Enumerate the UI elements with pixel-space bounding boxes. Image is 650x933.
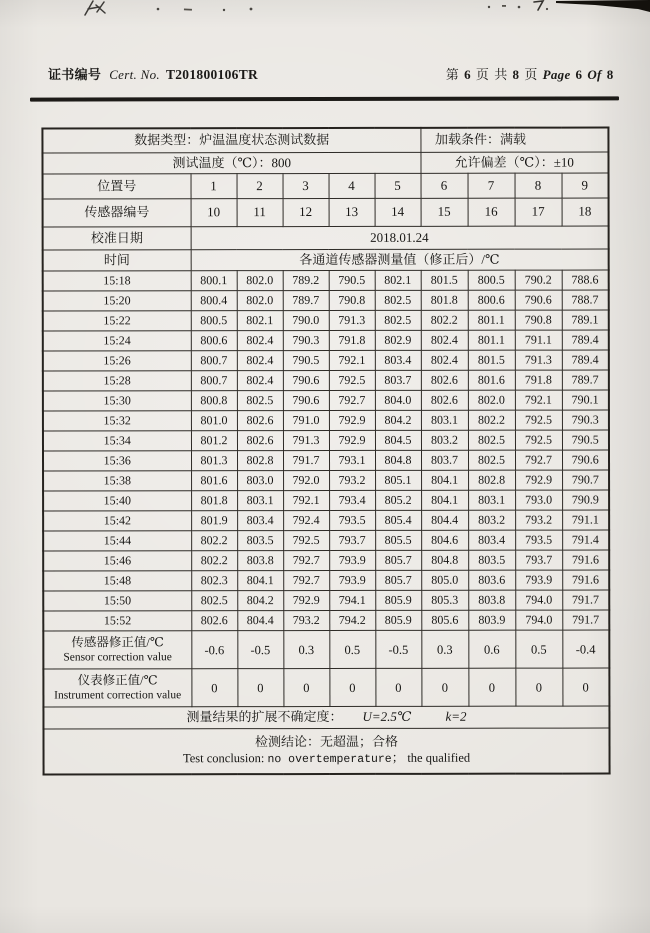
instrument-correction-value: 0 — [329, 668, 375, 706]
value-cell: 791.4 — [562, 530, 609, 550]
value-cell: 794.0 — [515, 590, 562, 610]
value-cell: 804.8 — [375, 450, 421, 470]
value-cell: 803.5 — [468, 550, 515, 570]
value-cell: 791.6 — [562, 550, 609, 570]
uncertainty-u: U=2.5℃ — [362, 709, 412, 725]
value-cell: 791.3 — [515, 350, 562, 370]
reading-row — [43, 370, 609, 391]
value-cell: 803.2 — [421, 430, 468, 450]
position-cell: 4 — [329, 173, 375, 198]
value-cell: 802.6 — [191, 611, 237, 631]
reading-row — [43, 510, 609, 531]
value-cell: 792.1 — [283, 490, 329, 510]
value-cell: 800.4 — [191, 291, 237, 311]
value-cell: 805.3 — [421, 590, 468, 610]
position-cell: 7 — [468, 173, 515, 198]
test-temp-row — [42, 152, 608, 174]
time-cell: 15:18 — [43, 271, 191, 291]
value-cell: 803.8 — [468, 590, 515, 610]
time-cell: 15:42 — [43, 511, 191, 531]
value-cell: 789.4 — [562, 330, 609, 350]
instrument-correction-value: 0 — [375, 668, 421, 706]
instrument-correction-value: 0 — [191, 669, 237, 707]
instrument-correction-value: 0 — [515, 668, 562, 706]
conclusion-en: Test conclusion: no overtemperature； the qualified — [182, 750, 471, 766]
value-cell: 802.2 — [468, 410, 515, 430]
sensor-number-cell: 11 — [237, 199, 283, 227]
value-cell: 804.5 — [375, 430, 421, 450]
value-cell: 805.7 — [375, 550, 421, 570]
value-cell: 804.2 — [375, 410, 421, 430]
uncertainty-row — [43, 706, 609, 729]
value-cell: 804.1 — [237, 571, 283, 591]
position-cell: 6 — [421, 173, 468, 198]
sensor-correction-value: -0.5 — [237, 631, 283, 669]
readings-body — [43, 270, 610, 631]
instrument-correction-row — [43, 668, 609, 707]
value-cell: 793.2 — [515, 510, 562, 530]
document-header — [48, 64, 616, 83]
value-cell: 805.5 — [375, 530, 421, 550]
reading-row — [43, 390, 609, 411]
value-cell: 801.2 — [191, 431, 237, 451]
value-cell: 802.1 — [237, 311, 283, 331]
position-cell: 8 — [515, 173, 562, 198]
sensor-correction-value: 0.3 — [421, 630, 468, 668]
value-cell: 790.9 — [562, 490, 609, 510]
calibration-date-row — [43, 226, 609, 250]
time-cell: 15:38 — [43, 471, 191, 491]
value-cell: 788.6 — [562, 270, 609, 290]
sensor-number-label: 传感器编号 — [43, 199, 191, 227]
value-cell: 791.6 — [562, 570, 609, 590]
position-cell: 9 — [562, 173, 609, 198]
measurement-table — [41, 127, 610, 776]
value-cell: 802.5 — [468, 430, 515, 450]
sensor-number-cell: 15 — [421, 198, 468, 226]
value-cell: 802.4 — [237, 351, 283, 371]
value-cell: 802.9 — [375, 330, 421, 350]
value-cell: 790.5 — [283, 350, 329, 370]
sensor-correction-value: 0.5 — [515, 630, 562, 668]
value-cell: 800.7 — [191, 351, 237, 371]
header-rule — [30, 96, 619, 101]
value-cell: 802.5 — [191, 591, 237, 611]
value-cell: 802.4 — [421, 330, 468, 350]
value-cell: 790.8 — [515, 310, 562, 330]
sensor-correction-value: -0.4 — [562, 630, 609, 668]
value-cell: 792.9 — [283, 590, 329, 610]
value-cell: 802.2 — [191, 531, 237, 551]
value-cell: 790.6 — [283, 370, 329, 390]
value-cell: 804.4 — [237, 611, 283, 631]
value-cell: 803.4 — [237, 511, 283, 531]
value-cell: 802.6 — [421, 390, 468, 410]
time-cell: 15:50 — [43, 591, 191, 611]
sensor-correction-value: 0.6 — [468, 630, 515, 668]
value-cell: 792.0 — [283, 470, 329, 490]
position-cell: 3 — [283, 173, 329, 198]
value-cell: 790.8 — [329, 290, 375, 310]
value-cell: 792.7 — [283, 570, 329, 590]
value-cell: 791.1 — [515, 330, 562, 350]
value-cell: 805.4 — [375, 510, 421, 530]
value-cell: 800.6 — [191, 331, 237, 351]
value-cell: 792.7 — [329, 390, 375, 410]
value-cell: 789.7 — [283, 290, 329, 310]
cert-label-zh: 证书编号 — [48, 67, 102, 82]
value-cell: 802.1 — [375, 270, 421, 290]
value-cell: 802.6 — [421, 370, 468, 390]
time-cell: 15:24 — [43, 331, 191, 351]
value-cell: 793.0 — [515, 490, 562, 510]
value-cell: 790.3 — [562, 410, 609, 430]
value-cell: 805.7 — [375, 570, 421, 590]
value-cell: 790.7 — [562, 470, 609, 490]
cert-label-en: Cert. No. — [109, 67, 160, 82]
value-cell: 804.2 — [237, 591, 283, 611]
value-cell: 800.6 — [468, 290, 515, 310]
value-cell: 801.5 — [468, 350, 515, 370]
value-cell: 790.1 — [562, 390, 609, 410]
time-cell: 15:46 — [43, 551, 191, 571]
value-cell: 802.2 — [191, 551, 237, 571]
value-cell: 800.5 — [191, 311, 237, 331]
time-cell: 15:48 — [43, 571, 191, 591]
reading-row — [43, 550, 609, 571]
scan-artifacts — [0, 0, 650, 22]
value-cell: 802.2 — [421, 310, 468, 330]
time-cell: 15:32 — [43, 411, 191, 431]
time-cell: 15:44 — [43, 531, 191, 551]
value-cell: 801.8 — [191, 491, 237, 511]
position-cell: 1 — [191, 174, 237, 199]
value-cell: 793.5 — [329, 510, 375, 530]
value-cell: 801.8 — [421, 290, 468, 310]
value-cell: 793.5 — [515, 530, 562, 550]
value-cell: 801.9 — [191, 511, 237, 531]
time-cell: 15:22 — [43, 311, 191, 331]
value-cell: 802.8 — [468, 470, 515, 490]
value-cell: 792.5 — [515, 430, 562, 450]
value-cell: 801.3 — [191, 451, 237, 471]
time-cell: 15:40 — [43, 491, 191, 511]
value-cell: 801.6 — [468, 370, 515, 390]
value-cell: 790.6 — [562, 450, 609, 470]
value-cell: 803.7 — [421, 450, 468, 470]
value-cell: 790.5 — [562, 430, 609, 450]
value-cell: 791.7 — [283, 450, 329, 470]
value-cell: 792.1 — [515, 390, 562, 410]
value-cell: 794.2 — [329, 610, 375, 630]
position-row — [43, 173, 609, 199]
value-cell: 801.5 — [421, 270, 468, 290]
value-cell: 794.0 — [515, 610, 562, 630]
conclusion-row — [43, 728, 609, 774]
sensor-correction-label: 传感器修正值/℃ Sensor correction value — [43, 631, 191, 669]
test-temp-cell: 测试温度（℃）：800 — [42, 152, 420, 174]
value-cell: 792.5 — [283, 530, 329, 550]
sensor-correction-value: 0.5 — [329, 630, 375, 668]
cert-number-group — [48, 64, 258, 83]
value-cell: 801.1 — [468, 310, 515, 330]
time-label: 时间 — [43, 250, 191, 271]
reading-row — [43, 450, 609, 471]
value-cell: 790.6 — [283, 390, 329, 410]
value-cell: 792.7 — [515, 450, 562, 470]
value-cell: 802.5 — [468, 450, 515, 470]
value-cell: 803.4 — [375, 350, 421, 370]
data-type-cell: 数据类型：炉温温度状态测试数据 — [42, 128, 420, 153]
time-header-row — [43, 249, 609, 271]
value-cell: 805.9 — [375, 590, 421, 610]
value-cell: 791.3 — [283, 430, 329, 450]
value-cell: 791.0 — [283, 410, 329, 430]
value-cell: 805.9 — [375, 610, 421, 630]
value-cell: 800.7 — [191, 371, 237, 391]
calibration-date-value: 2018.01.24 — [191, 226, 609, 250]
time-cell: 15:52 — [43, 611, 191, 631]
value-cell: 788.7 — [562, 290, 609, 310]
conclusion-cell — [43, 728, 609, 774]
value-cell: 804.6 — [421, 530, 468, 550]
value-cell: 802.4 — [237, 331, 283, 351]
data-type-row — [42, 128, 608, 153]
page-indicator: 第 6 页 共 8 页 Page 6 Of 8 — [445, 67, 614, 82]
sensor-number-cell: 17 — [515, 198, 562, 226]
value-cell: 792.5 — [515, 410, 562, 430]
sensor-number-cell: 18 — [562, 198, 609, 226]
value-cell: 793.9 — [329, 550, 375, 570]
sensor-number-cell: 12 — [283, 198, 329, 226]
value-cell: 794.1 — [329, 590, 375, 610]
value-cell: 792.9 — [329, 430, 375, 450]
reading-row — [43, 530, 609, 551]
value-cell: 793.9 — [515, 570, 562, 590]
value-cell: 790.6 — [515, 290, 562, 310]
time-cell: 15:28 — [43, 371, 191, 391]
value-cell: 803.1 — [237, 491, 283, 511]
position-label: 位置号 — [43, 174, 191, 199]
value-cell: 791.3 — [329, 310, 375, 330]
value-cell: 802.0 — [468, 390, 515, 410]
instrument-correction-value: 0 — [237, 669, 283, 707]
value-cell: 790.2 — [515, 270, 562, 290]
value-cell: 793.7 — [515, 550, 562, 570]
instrument-correction-value: 0 — [283, 668, 329, 706]
value-cell: 789.1 — [562, 310, 609, 330]
value-cell: 804.0 — [375, 390, 421, 410]
uncertainty-cell: 测量结果的扩展不确定度： U=2.5℃ k=2 — [43, 706, 609, 729]
value-cell: 790.5 — [329, 270, 375, 290]
value-cell: 800.8 — [191, 391, 237, 411]
value-cell: 793.1 — [329, 450, 375, 470]
value-cell: 803.6 — [468, 570, 515, 590]
value-cell: 790.3 — [283, 330, 329, 350]
value-cell: 803.9 — [468, 610, 515, 630]
value-cell: 789.4 — [562, 350, 609, 370]
value-cell: 792.5 — [329, 370, 375, 390]
reading-row — [43, 290, 609, 311]
value-cell: 792.1 — [329, 350, 375, 370]
uncertainty-k: k=2 — [445, 708, 467, 725]
value-cell: 801.1 — [468, 330, 515, 350]
reading-row — [43, 350, 609, 371]
value-cell: 802.0 — [237, 291, 283, 311]
time-cell: 15:36 — [43, 451, 191, 471]
value-cell: 792.4 — [283, 510, 329, 530]
reading-row — [43, 430, 609, 451]
value-cell: 790.0 — [283, 310, 329, 330]
position-cell: 5 — [375, 173, 421, 198]
value-cell: 792.9 — [329, 410, 375, 430]
value-cell: 803.1 — [468, 490, 515, 510]
value-cell: 791.8 — [515, 370, 562, 390]
time-cell: 15:26 — [43, 351, 191, 371]
value-cell: 804.4 — [421, 510, 468, 530]
value-cell: 800.1 — [191, 271, 237, 291]
value-cell: 800.5 — [468, 270, 515, 290]
time-cell: 15:30 — [43, 391, 191, 411]
value-cell: 804.8 — [421, 550, 468, 570]
load-condition-cell: 加载条件：满载 — [420, 128, 608, 153]
cert-number: T201800106TR — [165, 67, 259, 82]
tolerance-cell: 允许偏差（℃）：±10 — [420, 152, 608, 173]
value-cell: 803.7 — [375, 370, 421, 390]
position-cell: 2 — [237, 174, 283, 199]
reading-row — [43, 490, 609, 511]
reading-row — [43, 470, 609, 491]
value-cell: 801.6 — [191, 471, 237, 491]
instrument-correction-value: 0 — [468, 668, 515, 706]
value-cell: 802.4 — [237, 371, 283, 391]
value-cell: 793.4 — [329, 490, 375, 510]
value-cell: 802.0 — [237, 271, 283, 291]
value-cell: 793.7 — [329, 530, 375, 550]
value-cell: 803.1 — [421, 410, 468, 430]
sensor-correction-value: 0.3 — [283, 630, 329, 668]
sensor-number-row — [43, 198, 609, 227]
sensor-number-cell: 14 — [375, 198, 421, 226]
calibration-date-label: 校准日期 — [43, 227, 191, 250]
value-cell: 802.5 — [237, 391, 283, 411]
instrument-correction-value: 0 — [421, 668, 468, 706]
sensor-number-cell: 16 — [468, 198, 515, 226]
reading-row — [43, 610, 609, 631]
reading-row — [43, 310, 609, 331]
value-cell: 803.8 — [237, 551, 283, 571]
value-cell: 792.9 — [515, 470, 562, 490]
value-cell: 803.2 — [468, 510, 515, 530]
value-cell: 805.1 — [375, 470, 421, 490]
value-cell: 805.2 — [375, 490, 421, 510]
channel-header-cell: 各通道传感器测量值（修正后）/℃ — [191, 249, 609, 271]
value-cell: 791.7 — [562, 610, 609, 630]
value-cell: 802.5 — [375, 290, 421, 310]
value-cell: 802.4 — [421, 350, 468, 370]
reading-row — [43, 270, 609, 291]
value-cell: 792.7 — [283, 550, 329, 570]
sensor-correction-value: -0.5 — [375, 630, 421, 668]
value-cell: 804.1 — [421, 490, 468, 510]
value-cell: 802.6 — [237, 411, 283, 431]
reading-row — [43, 410, 609, 431]
value-cell: 802.5 — [375, 310, 421, 330]
reading-row — [43, 570, 609, 591]
value-cell: 793.9 — [329, 570, 375, 590]
conclusion-zh: 检测结论：无超温；合格 — [254, 734, 399, 750]
sensor-number-cell: 10 — [191, 199, 237, 227]
value-cell: 802.3 — [191, 571, 237, 591]
value-cell: 803.4 — [468, 530, 515, 550]
value-cell: 801.0 — [191, 411, 237, 431]
value-cell: 803.0 — [237, 471, 283, 491]
value-cell: 804.1 — [421, 470, 468, 490]
value-cell: 793.2 — [329, 470, 375, 490]
reading-row — [43, 590, 609, 611]
value-cell: 803.5 — [237, 531, 283, 551]
sensor-number-cell: 13 — [329, 198, 375, 226]
reading-row — [43, 330, 609, 351]
sensor-correction-value: -0.6 — [191, 631, 237, 669]
value-cell: 789.7 — [562, 370, 609, 390]
value-cell: 802.6 — [237, 431, 283, 451]
sensor-correction-row — [43, 630, 609, 669]
time-cell: 15:34 — [43, 431, 191, 451]
instrument-correction-value: 0 — [562, 668, 609, 706]
value-cell: 805.0 — [421, 570, 468, 590]
value-cell: 802.8 — [237, 451, 283, 471]
value-cell: 791.7 — [562, 590, 609, 610]
value-cell: 791.8 — [329, 330, 375, 350]
value-cell: 791.1 — [562, 510, 609, 530]
measurement-table-wrap — [41, 127, 610, 776]
value-cell: 793.2 — [283, 610, 329, 630]
instrument-correction-label: 仪表修正值/℃ Instrument correction value — [43, 669, 191, 707]
value-cell: 805.6 — [421, 610, 468, 630]
time-cell: 15:20 — [43, 291, 191, 311]
value-cell: 789.2 — [283, 270, 329, 290]
